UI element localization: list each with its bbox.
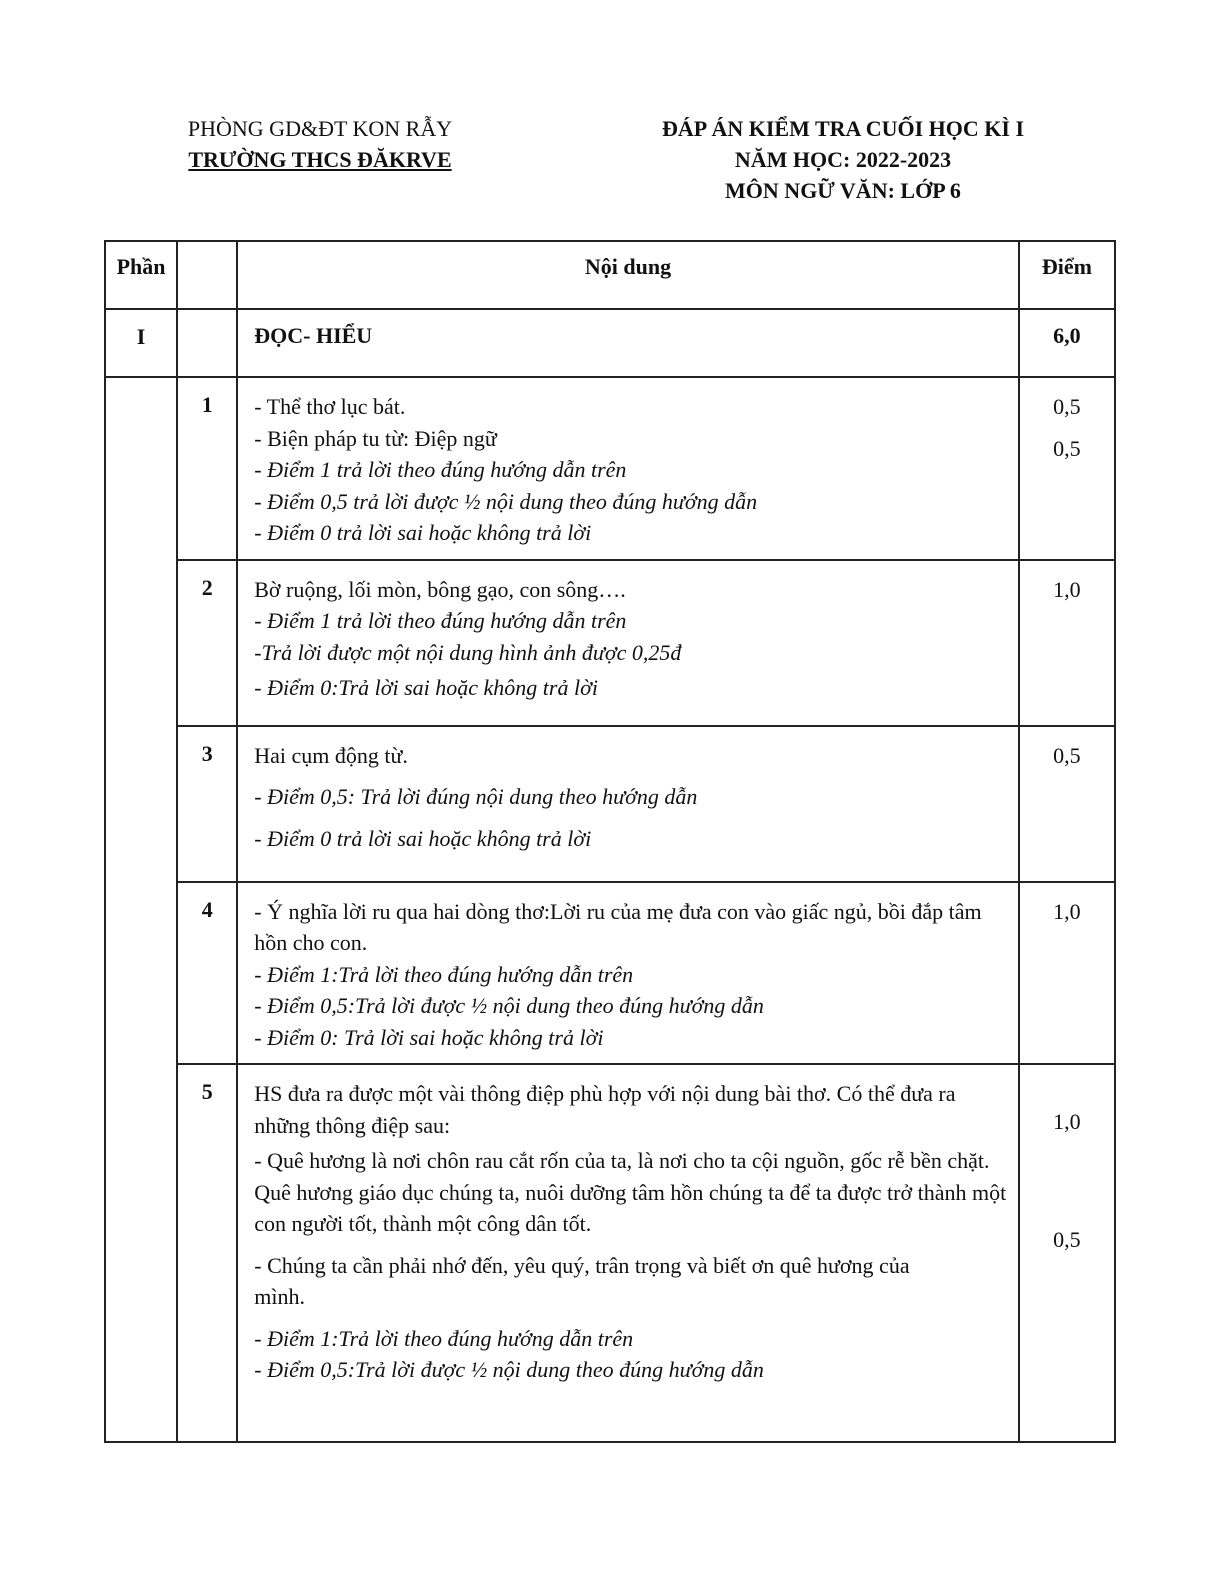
score-value: 1,0 — [1053, 898, 1081, 924]
scoring-line: - Điểm 0,5: Trả lời đúng nội dung theo hướng dẫn — [254, 784, 698, 809]
answer-line: Bờ ruộng, lối mòn, bông gạo, con sông…. — [254, 576, 626, 602]
score-value: 1,0 — [1053, 1109, 1081, 1134]
question-number: 3 — [177, 726, 237, 882]
header-content: Nội dung — [237, 241, 1019, 309]
question-score — [1019, 882, 1115, 1065]
answer-table — [104, 240, 1116, 1443]
scoring-line: - Điểm 0:Trả lời sai hoặc không trả lời — [254, 675, 598, 700]
score-value: 1,0 — [1053, 576, 1081, 602]
school-year: NĂM HỌC: 2022-2023 — [734, 147, 952, 172]
question-row-2 — [105, 560, 1115, 726]
question-score — [1019, 1064, 1115, 1442]
header-right — [600, 113, 1086, 206]
answer-line: - Ý nghĩa lời ru qua hai dòng thơ:Lời ru của mẹ đưa con vào giấc ngủ, bồi đắp tâm hồn cho con. — [254, 898, 982, 955]
scoring-line: - Điểm 0,5:Trả lời được ½ nội dung theo đúng hướng dẫn — [254, 993, 764, 1018]
question-score — [1019, 377, 1115, 560]
question-row-1 — [105, 377, 1115, 560]
score-value: 0,5 — [1053, 435, 1081, 461]
section-score: 6,0 — [1019, 309, 1115, 377]
question-content — [237, 1064, 1019, 1442]
answer-line: HS đưa ra được một vài thông điệp phù hợp với nội dung bài thơ. Có thể đưa ra những thông điệp sau: — [254, 1081, 956, 1138]
department-name: PHÒNG GD&ĐT KON RẪY — [187, 116, 453, 141]
section-blank — [177, 309, 237, 377]
scoring-line: - Điểm 0: Trả lời sai hoặc không trả lời — [254, 1024, 604, 1050]
answer-line: - Thể thơ lục bát. — [254, 394, 406, 419]
score-value: 0,5 — [1053, 742, 1081, 768]
scoring-line: - Điểm 0,5 trả lời được ½ nội dung theo đúng hướng dẫn — [254, 488, 758, 514]
question-number: 5 — [177, 1064, 237, 1442]
header-left — [120, 113, 520, 175]
question-row-4 — [105, 882, 1115, 1065]
answer-line: Hai cụm động từ. — [254, 742, 408, 768]
scoring-line: -Trả lời được một nội dung hình ảnh được 0,25đ — [254, 639, 682, 665]
section-title: ĐỌC- HIỂU — [237, 309, 1019, 377]
subject-grade: MÔN NGỮ VĂN: LỚP 6 — [725, 178, 961, 203]
document-title: ĐÁP ÁN KIỂM TRA CUỐI HỌC KÌ I — [661, 116, 1025, 141]
scoring-line: - Điểm 1 trả lời theo đúng hướng dẫn trên — [254, 608, 627, 633]
question-content — [237, 726, 1019, 882]
question-number: 1 — [177, 377, 237, 560]
score-value: 0,5 — [1053, 394, 1081, 419]
scoring-line: - Điểm 0 trả lời sai hoặc không trả lời — [254, 520, 592, 545]
scoring-line: - Điểm 0,5:Trả lời được ½ nội dung theo đúng hướng dẫn — [254, 1357, 764, 1382]
scoring-line: - Điểm 0 trả lời sai hoặc không trả lời — [254, 825, 592, 851]
question-score — [1019, 726, 1115, 882]
question-number: 4 — [177, 882, 237, 1065]
answer-line: - Biện pháp tu từ: Điệp ngữ — [254, 425, 497, 451]
question-row-5 — [105, 1064, 1115, 1442]
table-header-row — [105, 241, 1115, 309]
question-content — [237, 882, 1019, 1065]
school-name: TRƯỜNG THCS ĐĂKRVE — [188, 147, 452, 172]
section-part: I — [105, 309, 177, 377]
scoring-line: - Điểm 1:Trả lời theo đúng hướng dẫn trên — [254, 961, 634, 987]
part-blank-column — [105, 377, 177, 1442]
score-value: 0,5 — [1053, 1226, 1081, 1252]
question-score — [1019, 560, 1115, 726]
question-number: 2 — [177, 560, 237, 726]
header-score: Điểm — [1019, 241, 1115, 309]
answer-line: - Chúng ta cần phải nhớ đến, yêu quý, trân trọng và biết ơn quê hương của mình. — [254, 1252, 910, 1309]
question-content — [237, 377, 1019, 560]
header-part: Phần — [105, 241, 177, 309]
header-blank — [177, 241, 237, 309]
section-row — [105, 309, 1115, 377]
answer-line: - Quê hương là nơi chôn rau cắt rốn của ta, là nơi cho ta cội nguồn, gốc rễ bền chặt. Quê hương giáo dục chúng ta, nuôi dưỡng tâm hồn chúng ta để ta được trở thành một con người tốt, thành một công dân tốt. — [254, 1148, 1007, 1236]
scoring-line: - Điểm 1 trả lời theo đúng hướng dẫn trên — [254, 457, 627, 482]
question-content — [237, 560, 1019, 726]
question-row-3 — [105, 726, 1115, 882]
scoring-line: - Điểm 1:Trả lời theo đúng hướng dẫn trên — [254, 1325, 634, 1351]
